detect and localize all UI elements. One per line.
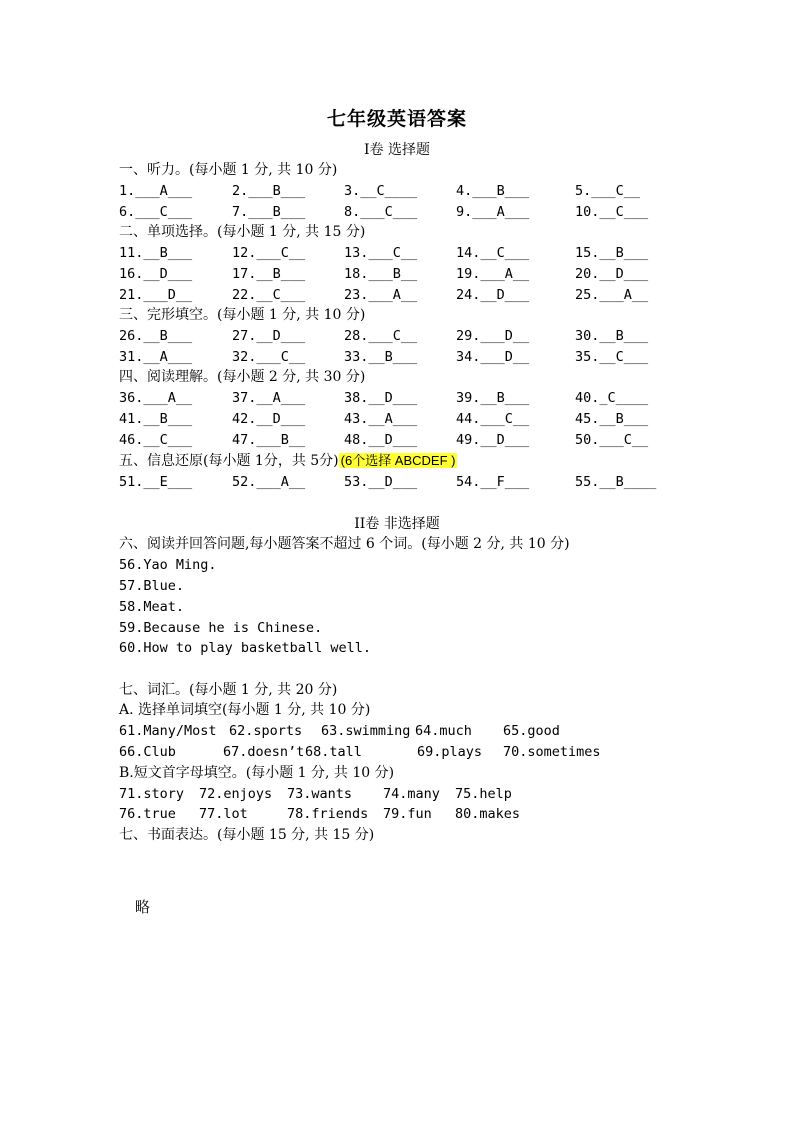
answer-cell: 44.___C__ [456,411,530,427]
answer-cell: 42.__D___ [232,411,306,427]
answer-cell: 38.__D___ [344,390,418,406]
highlighted-note: (6个选择 ABCDEF ) [340,453,456,468]
answer-cell: 20.__D___ [575,266,649,282]
vocab-answer: 73.wants [287,786,353,802]
short-answer: 57.Blue. [119,578,185,594]
answer-cell: 40._C____ [575,390,649,406]
answer-cell: 5.___C__ [575,183,641,199]
vocab-answer: 76.true [119,806,176,822]
answer-cell: 31.__A___ [119,349,193,365]
answer-cell: 34.___D__ [456,349,530,365]
section-info-restore-heading [119,451,457,471]
short-answer: 59.Because he is Chinese. [119,620,323,636]
answer-cell: 21.___D__ [119,287,193,303]
vocab-answer: 64.much [415,723,472,739]
part1-heading: I卷 选择题 [364,142,430,158]
answer-cell: 32.___C__ [232,349,306,365]
answer-cell: 3.__C____ [344,183,418,199]
section-info-restore-label: 五、信息还原(每小题 1分，共 5分) [119,453,339,469]
vocab-answer: 79.fun [383,806,432,822]
answer-cell: 14.__C___ [456,245,530,261]
section-cloze-heading: 三、完形填空。(每小题 1 分, 共 10 分) [119,307,366,323]
answer-cell: 30.__B___ [575,328,649,344]
answer-cell: 46.__C___ [119,432,193,448]
answer-cell: 33.__B___ [344,349,418,365]
vocab-answer: 67.doesn’t [223,744,305,760]
answer-cell: 9.___A___ [456,204,530,220]
answer-cell: 10.__C___ [575,204,649,220]
short-answer: 60.How to play basketball well. [119,640,371,656]
answer-cell: 12.___C__ [232,245,306,261]
answer-cell: 29.___D__ [456,328,530,344]
answer-cell: 39.__B___ [456,390,530,406]
answer-cell: 16.__D___ [119,266,193,282]
vocab-answer: 78.friends [287,806,369,822]
vocab-answer: 66.Club [119,744,176,760]
answer-cell: 50.___C__ [575,432,649,448]
section-single-choice-heading: 二、单项选择。(每小题 1 分, 共 15 分) [119,224,366,240]
answer-cell: 48.__D___ [344,432,418,448]
vocab-answer: 62.sports [229,723,303,739]
answer-cell: 27.__D___ [232,328,306,344]
section-vocab-heading: 七、词汇。(每小题 1 分, 共 20 分) [119,682,338,698]
section-qa-heading: 六、阅读并回答问题,每小题答案不超过 6 个词。(每小题 2 分, 共 10 分) [119,536,570,552]
answer-cell: 19.___A__ [456,266,530,282]
answer-cell: 54.__F___ [456,474,530,490]
section-listening-heading: 一、听力。(每小题 1 分, 共 10 分) [119,162,338,178]
answer-cell: 52.___A__ [232,474,306,490]
answer-cell: 7.___B___ [232,204,306,220]
vocab-answer: 63.swimming [321,723,411,739]
vocab-answer: 61.Many/Most [119,723,217,739]
answer-cell: 47.___B__ [232,432,306,448]
answer-cell: 35.__C___ [575,349,649,365]
answer-cell: 22.__C___ [232,287,306,303]
answer-cell: 28.___C__ [344,328,418,344]
vocab-answer: 75.help [455,786,512,802]
answer-cell: 2.___B___ [232,183,306,199]
vocab-answer: 70.sometimes [503,744,601,760]
vocab-answer: 77.lot [199,806,248,822]
answer-cell: 43.__A___ [344,411,418,427]
answer-cell: 36.___A__ [119,390,193,406]
answer-cell: 4.___B___ [456,183,530,199]
vocab-answer: 65.good [503,723,560,739]
answer-cell: 6.___C___ [119,204,193,220]
vocab-answer: 71.story [119,786,185,802]
answer-cell: 18.___B__ [344,266,418,282]
answer-cell: 26.__B___ [119,328,193,344]
answer-cell: 55.__B____ [575,474,657,490]
vocab-answer: 68.tall [305,744,362,760]
answer-cell: 13.___C__ [344,245,418,261]
answer-cell: 25.___A__ [575,287,649,303]
answer-cell: 51.__E___ [119,474,193,490]
answer-cell: 11.__B___ [119,245,193,261]
answer-cell: 17.__B___ [232,266,306,282]
vocab-answer: 74.many [383,786,440,802]
vocab-answer: 72.enjoys [199,786,273,802]
short-answer: 58.Meat. [119,599,185,615]
short-answer: 56.Yao Ming. [119,557,217,573]
answer-cell: 37.__A___ [232,390,306,406]
answer-cell: 1.___A___ [119,183,193,199]
answer-cell: 53.__D___ [344,474,418,490]
section-vocab-a-heading: A. 选择单词填空(每小题 1 分, 共 10 分) [119,702,371,718]
page-title: 七年级英语答案 [326,108,467,130]
answer-cell: 8.___C___ [344,204,418,220]
answer-cell: 49.__D___ [456,432,530,448]
answer-cell: 24.__D___ [456,287,530,303]
section-reading-heading: 四、阅读理解。(每小题 2 分, 共 30 分) [119,369,366,385]
section-writing-heading: 七、书面表达。(每小题 15 分, 共 15 分) [119,827,375,843]
part2-heading: II卷 非选择题 [354,516,440,532]
answer-cell: 15.__B___ [575,245,649,261]
vocab-answer: 80.makes [455,806,521,822]
answer-cell: 23.___A__ [344,287,418,303]
vocab-answer: 69.plays [417,744,483,760]
writing-omitted-text: 略 [135,898,151,916]
section-vocab-b-heading: B.短文首字母填空。(每小题 1 分, 共 10 分) [119,765,395,781]
answer-cell: 45.__B___ [575,411,649,427]
answer-cell: 41.__B___ [119,411,193,427]
